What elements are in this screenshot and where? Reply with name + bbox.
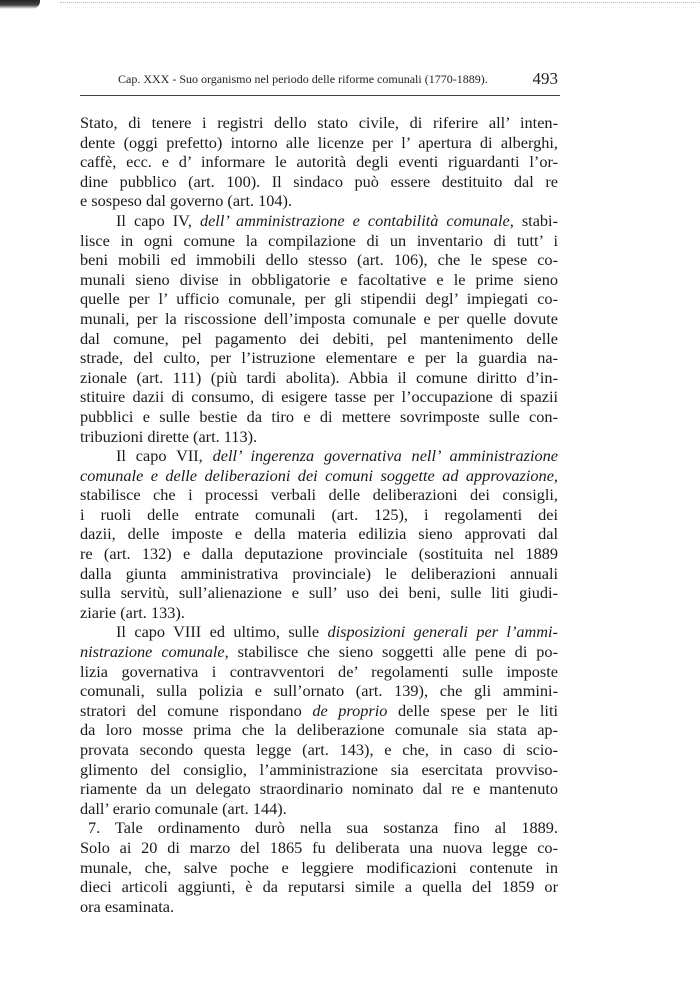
italic-title: disposizioni generali per l’ammi-	[327, 622, 558, 642]
text-line: da loro mosse prima che la deliberazione comunale sia stata ap-	[80, 720, 558, 740]
text-line	[80, 701, 558, 721]
text-line: ora esaminata.	[80, 896, 175, 916]
italic-title: dell’ amministrazione e contabilità comunale,	[199, 210, 514, 230]
text-line: provata secondo questa legge (art. 143), e che, in caso di scio-	[80, 740, 558, 759]
text-run: Il capo VII,	[116, 446, 213, 466]
text-line: glimento del consiglio, l’amministrazione sia esercitata provviso-	[80, 759, 558, 779]
text-line: dal comune, pel pagamento dei debiti, pel mantenimento delle	[80, 328, 558, 348]
text-run: stratori del comune rispondano	[80, 700, 313, 720]
text-line: comunali, sulla polizia e sull’ornato (art. 139), che gli ammini-	[80, 681, 558, 701]
text-line: beni mobili ed immobili dello stesso (art. 106), che le spese co-	[80, 250, 558, 270]
text-line: dente (oggi prefetto) intorno alle licenze per l’ apertura di alberghi,	[80, 132, 558, 152]
text-line	[80, 642, 558, 662]
text-line: re (art. 132) e dalla deputazione provinciale (sostituita nel 1889	[80, 544, 558, 564]
text-line: pubblici e sulle bestie da tiro e di mettere sovrimposte sulle con-	[80, 406, 558, 426]
page-number: 493	[532, 69, 558, 88]
text-line: i ruoli delle entrate comunali (art. 125), i regolamenti dei	[80, 504, 558, 524]
text-line: Solo ai 20 di marzo del 1865 fu deliberata una nuova legge co-	[80, 837, 558, 857]
text-run: delle spese per le liti	[387, 700, 558, 720]
text-line: e sospeso dal governo (art. 104).	[80, 191, 293, 211]
text-line: riamente da un delegato straordinario nominato dal re e mantenuto	[80, 779, 558, 799]
text-line: ziarie (art. 133).	[80, 602, 185, 622]
text-line: stituire dazii di consumo, di esigere tasse per l’occupazione di spazii	[80, 387, 558, 407]
text-line	[80, 211, 558, 231]
text-run: stabilisce che sieno soggetti alle pene di po-	[228, 642, 558, 662]
text-line: lizia governativa i contravventori de’ regolamenti sulle imposte	[80, 661, 558, 681]
text-line	[80, 446, 558, 466]
italic-title: dell’ ingerenza governativa nell’ amministrazione	[212, 446, 558, 466]
body-text	[80, 113, 558, 916]
italic-title: nistrazione comunale,	[80, 642, 229, 662]
text-line: Stato, di tenere i registri dello stato civile, di riferire all’ inten-	[80, 113, 558, 132]
text-line: zionale (art. 111) (più tardi abolita). Abbia il comune diritto d’in-	[80, 367, 558, 387]
text-line: dazii, delle imposte e della materia edilizia sieno approvati dal	[80, 524, 558, 544]
text-line: 7. Tale ordinamento durò nella sua sostanza fino al 1889.	[88, 818, 558, 838]
running-head	[118, 69, 558, 88]
text-line: munali, per la riscossione dell’imposta comunale e per quelle dovute	[80, 308, 558, 328]
text-run: Il capo IV,	[116, 210, 200, 230]
text-run: stabi-	[513, 210, 559, 230]
italic-phrase: de proprio	[312, 700, 388, 720]
text-line: quelle per l’ ufficio comunale, per gli stipendii degl’ impiegati co-	[80, 289, 558, 309]
header-rule	[80, 95, 560, 96]
text-line: dieci articoli aggiunti, è da reputarsi simile a quella del 1859 or	[80, 877, 558, 897]
text-run: Il capo VIII ed ultimo, sulle	[116, 622, 328, 642]
text-line: lisce in ogni comune la compilazione di un inventario di tutt’ i	[80, 230, 558, 250]
text-line: munale, che, salve poche e leggiere modificazioni contenute in	[80, 857, 558, 877]
text-line: sulla servitù, sull’alienazione e sull’ uso dei beni, sulle liti giudi-	[80, 583, 558, 603]
text-line: caffè, ecc. e d’ informare le autorità degli eventi riguardanti l’or-	[80, 152, 558, 172]
text-line: dall’ erario comunale (art. 144).	[80, 798, 287, 818]
scan-corner-mark	[0, 0, 40, 9]
text-line: comunale e delle deliberazioni dei comuni soggette ad approvazione,	[80, 465, 558, 485]
text-line: tribuzioni dirette (art. 113).	[80, 426, 258, 446]
text-line: stabilisce che i processi verbali delle deliberazioni dei consigli,	[80, 485, 558, 505]
text-line	[80, 622, 558, 642]
running-head-title: Cap. XXX - Suo organismo nel periodo delle riforme comunali (1770-1889).	[118, 72, 488, 86]
text-line: dine pubblico (art. 100). Il sindaco può essere destituito dal re	[80, 171, 558, 191]
text-line: strade, del culto, per l’istruzione elementare e per la guardia na-	[80, 348, 558, 368]
scan-top-edge	[60, 2, 700, 3]
text-line: munali sieno divise in obbligatorie e facoltative e le prime sieno	[80, 269, 558, 289]
text-line: dalla giunta amministrativa provinciale) le deliberazioni annuali	[80, 563, 558, 583]
